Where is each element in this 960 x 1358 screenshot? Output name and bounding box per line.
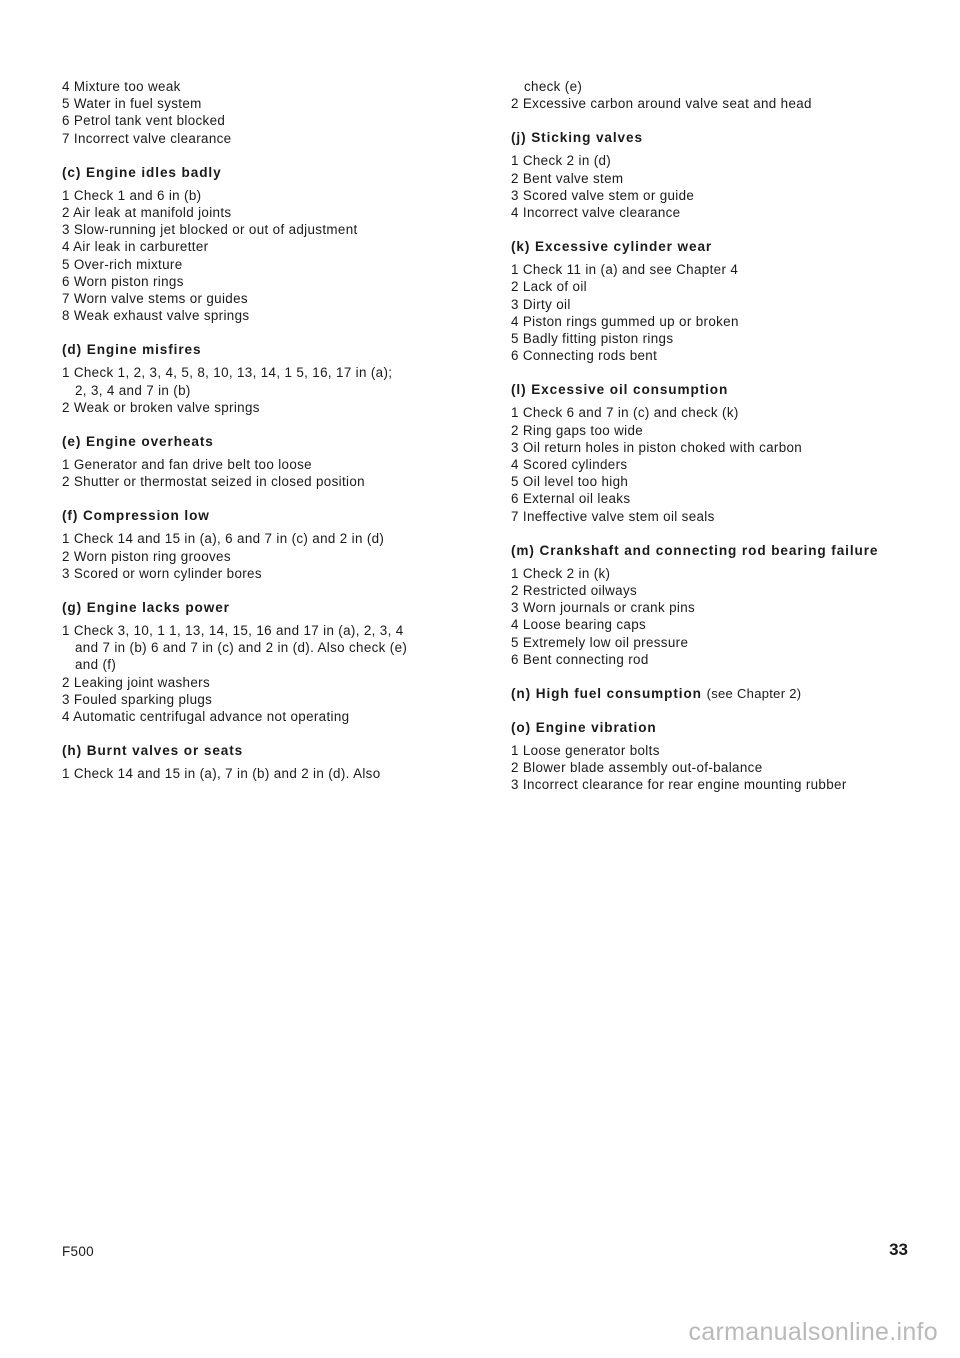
- list-item: 7 Ineffective valve stem oil seals: [511, 508, 715, 524]
- list-item: 1 Check 14 and 15 in (a), 7 in (b) and 2 in (d). Also: [62, 766, 381, 782]
- section-heading-text: (j) Sticking valves: [511, 130, 643, 146]
- section-heading: [511, 719, 921, 736]
- list-item: 5 Oil level too high: [511, 474, 629, 490]
- section-heading: [62, 742, 482, 759]
- list-item: 7 Worn valve stems or guides: [62, 291, 248, 307]
- list-item: 2 Restricted oilways: [511, 583, 638, 599]
- list-item: 3 Incorrect clearance for rear engine mounting rubber: [511, 777, 847, 793]
- section-heading-text: (k) Excessive cylinder wear: [511, 239, 713, 255]
- section-heading-text: (e) Engine overheats: [62, 434, 214, 450]
- section-heading-text: (n) High fuel consumption: [511, 686, 702, 702]
- list-item-continuation: and (f): [75, 657, 117, 673]
- list-item: 4 Air leak in carburetter: [62, 239, 209, 255]
- list-item: 2 Lack of oil: [511, 279, 588, 295]
- list-item: 2 Ring gaps too wide: [511, 422, 644, 438]
- footer-model: F500: [62, 1244, 94, 1259]
- right-column: [511, 78, 921, 794]
- section-heading-text: (l) Excessive oil consumption: [511, 382, 729, 398]
- list-item: 2 Blower blade assembly out-of-balance: [511, 760, 763, 776]
- list-item: 3 Oil return holes in piston choked with carbon: [511, 439, 803, 455]
- list-item: 4 Loose bearing caps: [511, 617, 647, 633]
- list-item: 6 Petrol tank vent blocked: [62, 113, 226, 129]
- list-item: 3 Dirty oil: [511, 296, 571, 312]
- section-heading: [62, 164, 482, 181]
- list-item: 1 Generator and fan drive belt too loose: [62, 457, 312, 473]
- list-item: 2 Shutter or thermostat seized in closed position: [62, 474, 365, 490]
- list-item-continuation: check (e): [524, 79, 583, 94]
- list-item: 3 Fouled sparking plugs: [62, 691, 213, 707]
- list-item: 1 Check 2 in (k): [511, 565, 611, 581]
- section-heading-text: (h) Burnt valves or seats: [62, 743, 244, 759]
- list-item: 1 Check 14 and 15 in (a), 6 and 7 in (c) and 2 in (d): [62, 531, 385, 547]
- section-heading-text: (c) Engine idles badly: [62, 164, 222, 180]
- section-heading-text: (f) Compression low: [62, 508, 210, 524]
- list-item: 1 Check 1, 2, 3, 4, 5, 8, 10, 13, 14, 1 5, 16, 17 in (a);: [62, 365, 393, 381]
- list-item: 2 Leaking joint washers: [62, 674, 210, 690]
- list-item: 4 Piston rings gummed up or broken: [511, 313, 739, 329]
- list-item: 5 Water in fuel system: [62, 96, 202, 112]
- section-heading: [511, 238, 921, 255]
- list-item: 1 Check 2 in (d): [511, 153, 612, 169]
- list-item: 1 Check 6 and 7 in (c) and check (k): [511, 405, 739, 421]
- list-item: 6 Bent connecting rod: [511, 651, 649, 667]
- list-item: 3 Scored or worn cylinder bores: [62, 565, 262, 581]
- section-heading: [62, 599, 482, 616]
- section-heading: [62, 341, 482, 358]
- section-heading: [511, 381, 921, 398]
- list-item: 1 Check 1 and 6 in (b): [62, 187, 202, 203]
- list-item: 5 Over-rich mixture: [62, 256, 183, 272]
- section-heading-text: (m) Crankshaft and connecting rod bearing failure: [511, 542, 879, 558]
- list-item: 7 Incorrect valve clearance: [62, 130, 232, 146]
- list-item: 4 Mixture too weak: [62, 79, 181, 94]
- list-item-continuation: 2, 3, 4 and 7 in (b): [75, 382, 191, 398]
- list-item: 2 Worn piston ring grooves: [62, 548, 231, 564]
- list-item: 6 Connecting rods bent: [511, 348, 658, 364]
- list-item: 2 Weak or broken valve springs: [62, 399, 260, 415]
- section-heading: [511, 542, 921, 559]
- list-item: 1 Check 3, 10, 1 1, 13, 14, 15, 16 and 17 in (a), 2, 3, 4: [62, 623, 404, 639]
- section-heading-note: (see Chapter 2): [706, 686, 802, 702]
- section-heading-text: (g) Engine lacks power: [62, 600, 230, 616]
- list-item: 2 Excessive carbon around valve seat and head: [511, 96, 812, 112]
- section-heading: [62, 433, 482, 450]
- list-item: 1 Loose generator bolts: [511, 743, 660, 759]
- page-number: 33: [889, 1240, 908, 1259]
- list-item: 5 Badly fitting piston rings: [511, 331, 674, 347]
- list-item: 3 Worn journals or crank pins: [511, 600, 696, 616]
- list-item: 3 Slow-running jet blocked or out of adjustment: [62, 222, 358, 238]
- section-heading-text: (o) Engine vibration: [511, 720, 657, 736]
- list-item: 5 Extremely low oil pressure: [511, 634, 689, 650]
- list-item: 2 Air leak at manifold joints: [62, 205, 232, 221]
- section-heading: [511, 685, 921, 702]
- list-item: 4 Automatic centrifugal advance not operating: [62, 709, 350, 725]
- list-item: 2 Bent valve stem: [511, 170, 624, 186]
- list-item: 4 Incorrect valve clearance: [511, 205, 681, 221]
- list-item: 3 Scored valve stem or guide: [511, 187, 695, 203]
- watermark-text: carmanualsonline.info: [688, 1318, 938, 1346]
- list-item: 1 Check 11 in (a) and see Chapter 4: [511, 262, 739, 278]
- section-heading: [62, 507, 482, 524]
- list-item: 6 Worn piston rings: [62, 273, 184, 289]
- list-item: 8 Weak exhaust valve springs: [62, 308, 250, 324]
- left-column: [62, 78, 482, 782]
- section-heading-text: (d) Engine misfires: [62, 342, 202, 358]
- section-heading: [511, 129, 921, 146]
- list-item-continuation: and 7 in (b) 6 and 7 in (c) and 2 in (d). Also check (e): [75, 640, 408, 656]
- list-item: 6 External oil leaks: [511, 491, 631, 507]
- list-item: 4 Scored cylinders: [511, 457, 628, 473]
